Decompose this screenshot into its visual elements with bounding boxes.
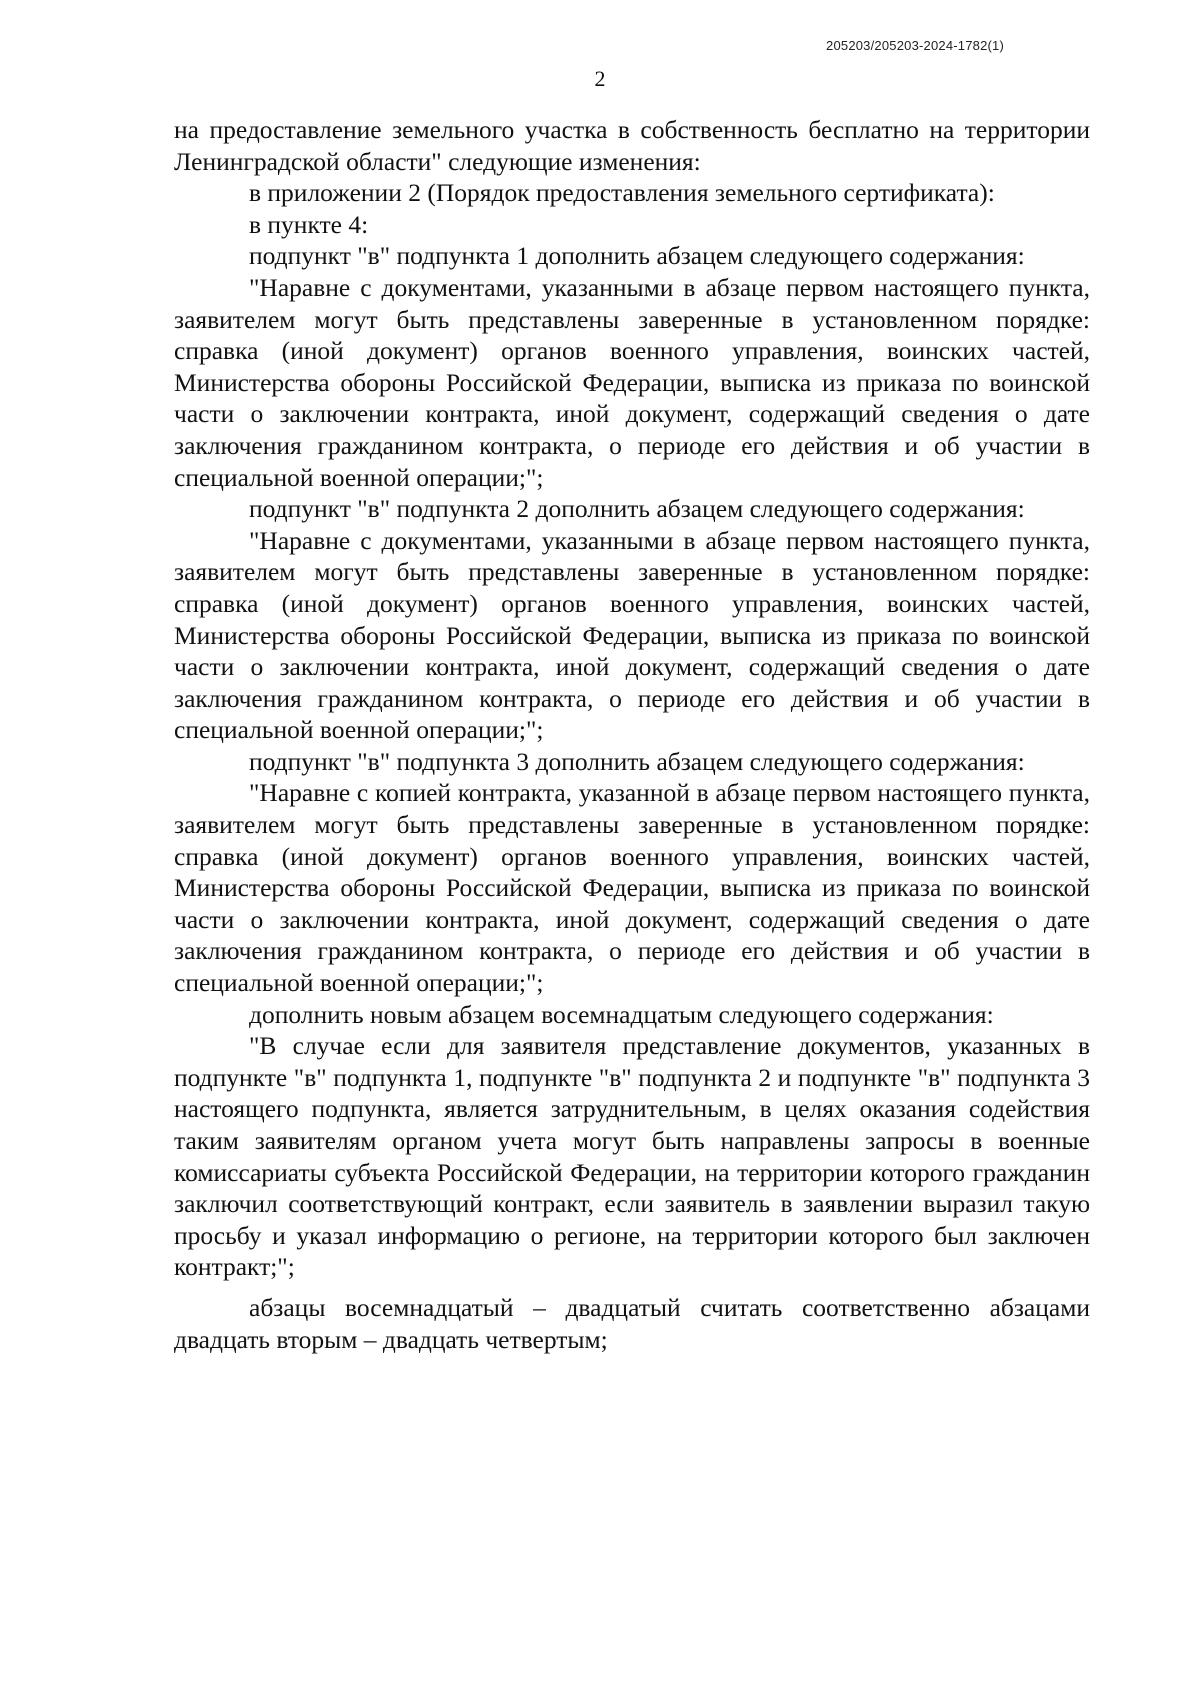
paragraph-1: на предоставление земельного участка в собственность бесплатно на территории Ленинградской области" следующие изменения: — [174, 115, 1090, 176]
paragraph-6: подпункт "в" подпункта 2 дополнить абзацем следующего содержания: — [249, 494, 1025, 524]
paragraph-11: "В случае если для заявителя представление документов, указанных в подпункте "в" подпункта 1, подпункте "в" подпункта 2 и подпункте "в" подпункта 3 настоящего подпункта, является затруднительным, в целях оказания содействия таким заявителям органом учета могут быть направлены запросы в военные комиссариаты субъекта Российской Федерации, на территории которого гражданин заключил соответствующий контракт, если заявитель в заявлении выразил такую просьбу и указал информацию о регионе, на территории которого был заключен контракт;"; — [174, 1031, 1090, 1282]
document-body — [174, 114, 1090, 1355]
document-registration-number: 205203/205203-2024-1782(1) — [826, 38, 1004, 53]
paragraph-2: в приложении 2 (Порядок предоставления земельного сертификата): — [249, 178, 995, 208]
paragraph-4: подпункт "в" подпункта 1 дополнить абзацем следующего содержания: — [249, 241, 1025, 271]
paragraph-5: "Наравне с документами, указанными в абзаце первом настоящего пункта, заявителем могут быть представлены заверенные в установленном порядке: справка (иной документ) органов военного управления, воинских частей, Министерства обороны Российской Федерации, выписка из приказа по воинской части о заключении контракта, иной документ, содержащий сведения о дате заключения гражданином контракта, о периоде его действия и об участии в специальной военной операции;"; — [174, 272, 1090, 492]
paragraph-7: "Наравне с документами, указанными в абзаце первом настоящего пункта, заявителем могут быть представлены заверенные в установленном порядке: справка (иной документ) органов военного управления, воинских частей, Министерства обороны Российской Федерации, выписка из приказа по воинской части о заключении контракта, иной документ, содержащий сведения о дате заключения гражданином контракта, о периоде его действия и об участии в специальной военной операции;"; — [174, 525, 1090, 745]
paragraph-12: абзацы восемнадцатый – двадцатый считать соответственно абзацами двадцать вторым – двадцать четвертым; — [174, 1292, 1090, 1354]
paragraph-10: дополнить новым абзацем восемнадцатым следующего содержания: — [249, 999, 994, 1029]
paragraph-3: в пункте 4: — [249, 209, 369, 239]
paragraph-9: "Наравне с копией контракта, указанной в абзаце первом настоящего пункта, заявителем могут быть представлены заверенные в установленном порядке: справка (иной документ) органов военного управления, воинских частей, Министерства обороны Российской Федерации, выписка из приказа по воинской части о заключении контракта, иной документ, содержащий сведения о дате заключения гражданином контракта, о периоде его действия и об участии в специальной военной операции;"; — [174, 778, 1090, 998]
page-number: 2 — [594, 66, 606, 91]
paragraph-8: подпункт "в" подпункта 3 дополнить абзацем следующего содержания: — [249, 746, 1025, 776]
